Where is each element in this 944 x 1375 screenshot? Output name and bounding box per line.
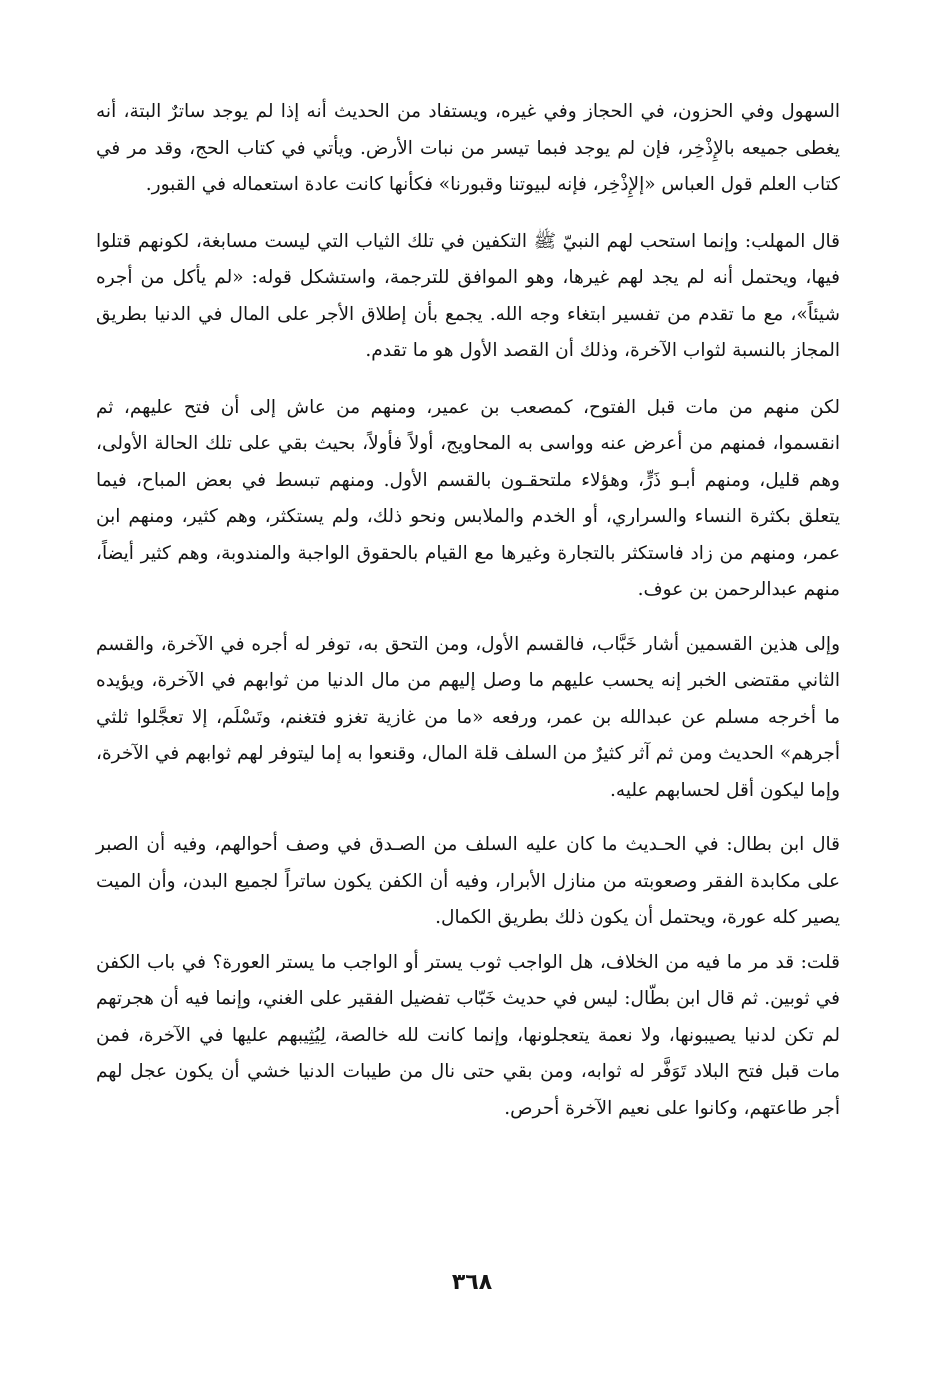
paragraph-1: السهول وفي الحزون، في الحجاز وفي غيره، ويستفاد من الحديث أنه إذا لم يوجد ساترٌ البتة، أنه يغطى جميعه بالإِذْخِر، فإن لم يوجد فبما تيسر من نبات الأرض. ويأتي في كتاب الحج، وقد مر في كتاب العلم قول العباس «إلإِذْخِر، فإنه لبيوتنا وقبورنا» فكأنها كانت عادة استعماله في القبور. — [96, 101, 840, 195]
paragraph-6: قلت: قد مر ما فيه من الخلاف، هل الواجب ثوب يستر أو الواجب ما يستر العورة؟ في باب الكفن في ثوبين. ثم قال ابن بطّال: ليس في حديث خَبّاب تفضيل الفقير على الغني، وإنما فيه أن هجرتهم لم تكن لدنيا يصيبونها، ولا نعمة يتعجلونها، وإنما كانت لله خالصة، لِيُثِيبهم عليها في الآخرة، فمن مات قبل فتح البلاد تَوَفَّر له ثوابه، ومن بقي حتى نال من طيبات الدنيا خشي أن يكون عجل لهم أجر طاعتهم، وكانوا على نعيم الآخرة أحرص. — [96, 951, 840, 1119]
page-number: ٣٦٨ — [451, 1270, 493, 1295]
paragraph-2: قال المهلب: وإنما استحب لهم النبيّ ﷺ التكفين في تلك الثياب التي ليست مسابغة، لكونهم قتلوا فيها، ويحتمل أنه لم يجد لهم غيرها، وهو الموافق للترجمة، واستشكل قوله: «لم يأكل من أجره شيئاً»، مع ما تقدم من تفسير ابتغاء وجه الله. يجمع بأن إطلاق الأجر على المال في الدنيا بطريق المجاز بالنسبة لثواب الآخرة، وذلك أن القصد الأول هو ما تقدم. — [96, 230, 840, 361]
paragraph-5: قال ابن بطال: في الحـديث ما كان عليه السلف من الصـدق في وصف أحوالهم، وفيه أن الصبر على مكابدة الفقر وصعوبته من منازل الأبرار، وفيه أن الكفن يكون ساتراً لجميع البدن، وأن الميت يصير كله عورة، ويحتمل أن يكون ذلك بطريق الكمال. — [96, 834, 840, 928]
paragraph-3: لكن منهم من مات قبل الفتوح، كمصعب بن عمير، ومنهم من عاش إلى أن فتح عليهم، ثم انقسموا، فمنهم من أعرض عنه وواسى به المحاويج، أولاً فأولاً، بحيث بقي على تلك الحالة الأولى، وهم قليل، ومنهم أبـو ذَرٍّ، وهؤلاء ملتحقـون بالقسم الأول. ومنهم تبسط في بعض المباح، فيما يتعلق بكثرة النساء والسراري، أو الخدم والملابس ونحو ذلك، ولم يستكثر، وهم كثير، ومنهم ابن عمر، ومنهم من زاد فاستكثر بالتجارة وغيرها مع القيام بالحقوق الواجبة والمندوبة، وهم كثير أيضاً، منهم عبدالرحمن بن عوف. — [96, 396, 840, 600]
paragraph-4: وإلى هذين القسمين أشار خَبَّاب، فالقسم الأول، ومن التحق به، توفر له أجره في الآخرة، والقسم الثاني مقتضى الخبر إنه يحسب عليهم ما وصل إليهم من مال الدنيا من ثوابهم في الآخرة، ويؤيده ما أخرجه مسلم عن عبدالله بن عمر، ورفعه «ما من غازية تغزو فتغنم، وتَسْلَم، إلا تعجَّلوا ثلثي أجرهم» الحديث ومن ثم آثر كثيرٌ من السلف قلة المال، وقنعوا به إما ليتوفر لهم ثوابهم في الآخرة، وإما ليكون أقل لحسابهم عليه. — [96, 633, 840, 801]
page-text-body — [96, 94, 840, 1127]
